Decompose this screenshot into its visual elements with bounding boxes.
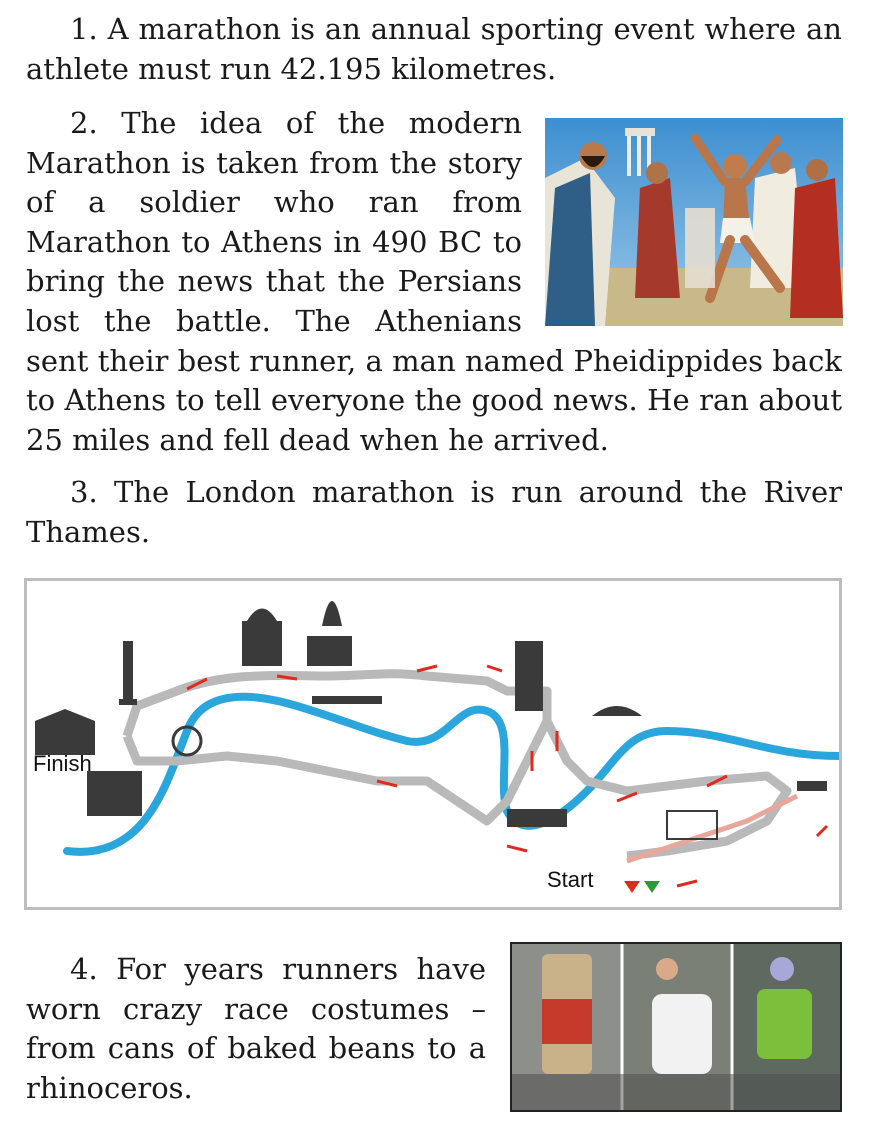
start-arrow-green-icon — [644, 881, 660, 893]
costume-runners-photo — [510, 942, 842, 1112]
finish-label: Finish — [33, 751, 92, 776]
paragraph-3: 3. The London marathon is run around the River Thames. — [26, 475, 842, 549]
start-label: Start — [547, 867, 594, 892]
landmarks — [35, 601, 827, 827]
pheidippides-illustration — [545, 118, 843, 326]
start-arrow-red-icon — [624, 881, 640, 893]
paragraph-4: 4. For years runners have worn crazy race costumes – from cans of baked beans to a rhinoceros. — [26, 952, 486, 1105]
paragraph-2: 2. The idea of the modern Marathon is taken from the story of a soldier who ran from Marathon to Athens in 490 BC to bring the news that the Persians lost the battle. The Athenians sent their best runner, a man named Pheidippides back to Athens to tell everyone the good news. He ran about 25 miles and fell dead when he arrived. — [26, 106, 842, 457]
start-route — [627, 796, 797, 861]
paragraph-1: 1. A marathon is an annual sporting event where an athlete must run 42.195 kilometres. — [26, 12, 842, 86]
london-marathon-route-map — [24, 578, 842, 910]
